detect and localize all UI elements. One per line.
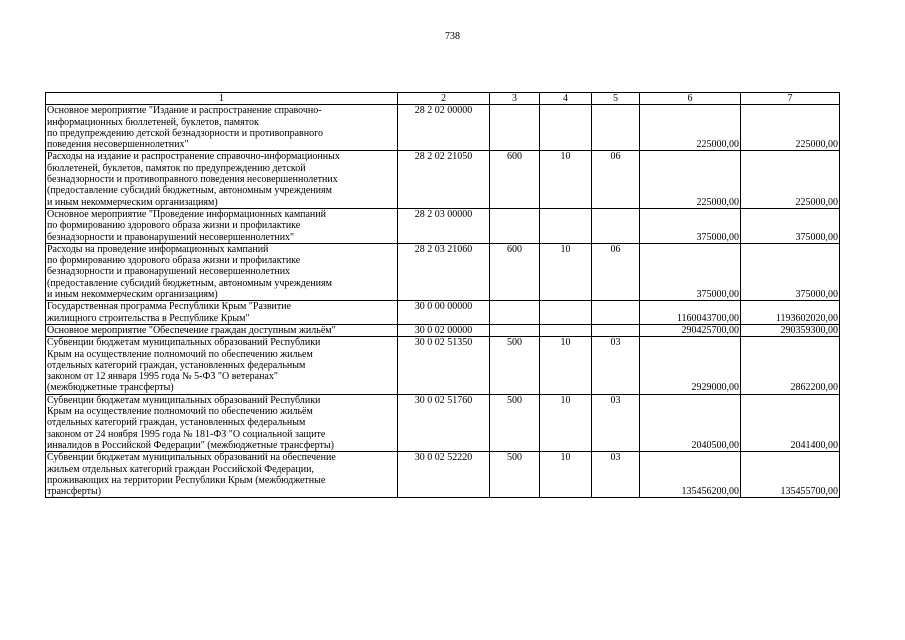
row-name-line: безнадзорности и противоправного поведения несовершеннолетних xyxy=(47,174,338,186)
header-cell: 4 xyxy=(540,93,592,105)
row-col5 xyxy=(592,301,640,325)
row-code: 28 2 03 00000 xyxy=(398,208,490,243)
header-cell: 1 xyxy=(46,93,398,105)
row-name-line: и иным некоммерческим организациям) xyxy=(47,196,218,208)
row-col4: 10 xyxy=(540,151,592,208)
row-col4: 10 xyxy=(540,394,592,451)
row-col3 xyxy=(490,208,540,243)
row-name-line: поведения несовершеннолетних" xyxy=(47,139,189,151)
row-code: 30 0 02 00000 xyxy=(398,324,490,336)
row-amount-6: 225000,00 xyxy=(640,151,741,208)
row-name-line: безнадзорности и правонарушений несовершеннолетних" xyxy=(47,231,295,243)
row-name xyxy=(46,394,398,451)
row-col4: 10 xyxy=(540,337,592,394)
row-code: 30 0 00 00000 xyxy=(398,301,490,325)
row-name-line: законом от 12 января 1995 года № 5-ФЗ "О ветеранах" xyxy=(47,371,278,383)
row-col5: 06 xyxy=(592,243,640,300)
row-code: 28 2 03 21060 xyxy=(398,243,490,300)
row-col4 xyxy=(540,105,592,151)
header-cell: 5 xyxy=(592,93,640,105)
row-amount-6: 135456200,00 xyxy=(640,452,741,498)
row-name-line: трансферты) xyxy=(47,486,102,498)
row-amount-6: 290425700,00 xyxy=(640,324,741,336)
row-col5 xyxy=(592,324,640,336)
row-name xyxy=(46,452,398,498)
row-name-line: Субвенции бюджетам муниципальных образований на обеспечение xyxy=(47,452,336,464)
row-amount-7: 375000,00 xyxy=(741,243,840,300)
row-col4: 10 xyxy=(540,452,592,498)
header-cell: 2 xyxy=(398,93,490,105)
row-amount-7: 2862200,00 xyxy=(741,337,840,394)
row-col5: 03 xyxy=(592,337,640,394)
row-col3: 500 xyxy=(490,394,540,451)
row-name-line: Основное мероприятие "Издание и распространение справочно- xyxy=(47,105,322,117)
row-col3 xyxy=(490,324,540,336)
row-col4: 10 xyxy=(540,243,592,300)
row-name-line: жильем отдельных категорий граждан Российской Федерации, xyxy=(47,463,314,475)
row-code: 28 2 02 21050 xyxy=(398,151,490,208)
row-amount-6: 375000,00 xyxy=(640,243,741,300)
row-name-line: Крым на осуществление полномочий по обеспечению жильем xyxy=(47,348,313,360)
row-name-line: Основное мероприятие "Обеспечение граждан доступным жильём" xyxy=(47,324,336,336)
table-row xyxy=(46,452,840,498)
row-name-line: Субвенции бюджетам муниципальных образований Республики xyxy=(47,337,321,349)
row-name-line: Субвенции бюджетам муниципальных образований Республики xyxy=(47,394,321,406)
table-row xyxy=(46,324,840,336)
row-name-line: инвалидов в Российской Федерации" (межбюджетные трансферты) xyxy=(47,439,334,451)
row-col5: 06 xyxy=(592,151,640,208)
row-amount-7: 375000,00 xyxy=(741,208,840,243)
row-amount-7: 225000,00 xyxy=(741,151,840,208)
row-name-line: по предупреждению детской безнадзорности и противоправного xyxy=(47,127,323,139)
row-col5: 03 xyxy=(592,394,640,451)
row-col4 xyxy=(540,324,592,336)
row-amount-7: 225000,00 xyxy=(741,105,840,151)
row-name-line: информационных бюллетеней, буклетов, памяток xyxy=(47,116,259,128)
row-col5 xyxy=(592,105,640,151)
table-row xyxy=(46,337,840,394)
budget-table xyxy=(45,92,840,498)
row-name xyxy=(46,151,398,208)
header-cell: 6 xyxy=(640,93,741,105)
table-row xyxy=(46,105,840,151)
row-name-line: проживающих на территории Республики Крым (межбюджетные xyxy=(47,474,326,486)
table-row xyxy=(46,208,840,243)
table-row xyxy=(46,394,840,451)
row-name-line: законом от 24 ноября 1995 года № 181-ФЗ "О социальной защите xyxy=(47,428,326,440)
row-name-line: (предоставление субсидий бюджетным, автономным учреждениям xyxy=(47,185,332,197)
row-col3 xyxy=(490,301,540,325)
row-col4 xyxy=(540,208,592,243)
row-name-line: отдельных категорий граждан, установленных федеральным xyxy=(47,359,306,371)
row-amount-6: 225000,00 xyxy=(640,105,741,151)
row-name xyxy=(46,337,398,394)
row-amount-7: 290359300,00 xyxy=(741,324,840,336)
row-amount-6: 375000,00 xyxy=(640,208,741,243)
row-name-line: и иным некоммерческим организациям) xyxy=(47,289,218,301)
row-name xyxy=(46,105,398,151)
row-name-line: жилищного строительства в Республике Крым" xyxy=(47,312,250,324)
row-name xyxy=(46,208,398,243)
table-row xyxy=(46,151,840,208)
row-name-line: по формированию здорового образа жизни и профилактике xyxy=(47,255,301,267)
table-row xyxy=(46,243,840,300)
row-col3 xyxy=(490,105,540,151)
row-amount-7: 1193602020,00 xyxy=(741,301,840,325)
row-amount-6: 2929000,00 xyxy=(640,337,741,394)
row-col4 xyxy=(540,301,592,325)
row-code: 28 2 02 00000 xyxy=(398,105,490,151)
row-name xyxy=(46,324,398,336)
row-name xyxy=(46,243,398,300)
row-name-line: Крым на осуществление полномочий по обеспечению жильём xyxy=(47,406,313,418)
row-amount-7: 135455700,00 xyxy=(741,452,840,498)
row-name-line: бюллетеней, буклетов, памяток по предупреждению детской xyxy=(47,162,306,174)
header-cell: 3 xyxy=(490,93,540,105)
row-name-line: Основное мероприятие "Проведение информационных кампаний xyxy=(47,208,326,220)
table-row xyxy=(46,301,840,325)
row-name-line: безнадзорности и правонарушений несовершеннолетних xyxy=(47,266,291,278)
row-amount-6: 1160043700,00 xyxy=(640,301,741,325)
row-name xyxy=(46,301,398,325)
row-name-line: (межбюджетные трансферты) xyxy=(47,382,174,394)
row-col3: 600 xyxy=(490,243,540,300)
row-code: 30 0 02 52220 xyxy=(398,452,490,498)
row-col5: 03 xyxy=(592,452,640,498)
row-col3: 600 xyxy=(490,151,540,208)
row-col3: 500 xyxy=(490,452,540,498)
header-cell: 7 xyxy=(741,93,840,105)
table-body xyxy=(46,93,840,498)
row-name-line: Расходы на проведение информационных кампаний xyxy=(47,243,269,255)
row-name-line: Расходы на издание и распространение справочно-информационных xyxy=(47,151,340,163)
row-name-line: отдельных категорий граждан, установленных федеральным xyxy=(47,417,306,429)
page-number: 738 xyxy=(445,31,460,42)
row-code: 30 0 02 51350 xyxy=(398,337,490,394)
row-col5 xyxy=(592,208,640,243)
row-amount-7: 2041400,00 xyxy=(741,394,840,451)
row-name-line: по формированию здорового образа жизни и профилактике xyxy=(47,220,301,232)
row-name-line: (предоставление субсидий бюджетным, автономным учреждениям xyxy=(47,277,332,289)
row-col3: 500 xyxy=(490,337,540,394)
row-name-line: Государственная программа Республики Крым "Развитие xyxy=(47,301,292,313)
row-amount-6: 2040500,00 xyxy=(640,394,741,451)
header-row xyxy=(46,93,840,105)
row-code: 30 0 02 51760 xyxy=(398,394,490,451)
